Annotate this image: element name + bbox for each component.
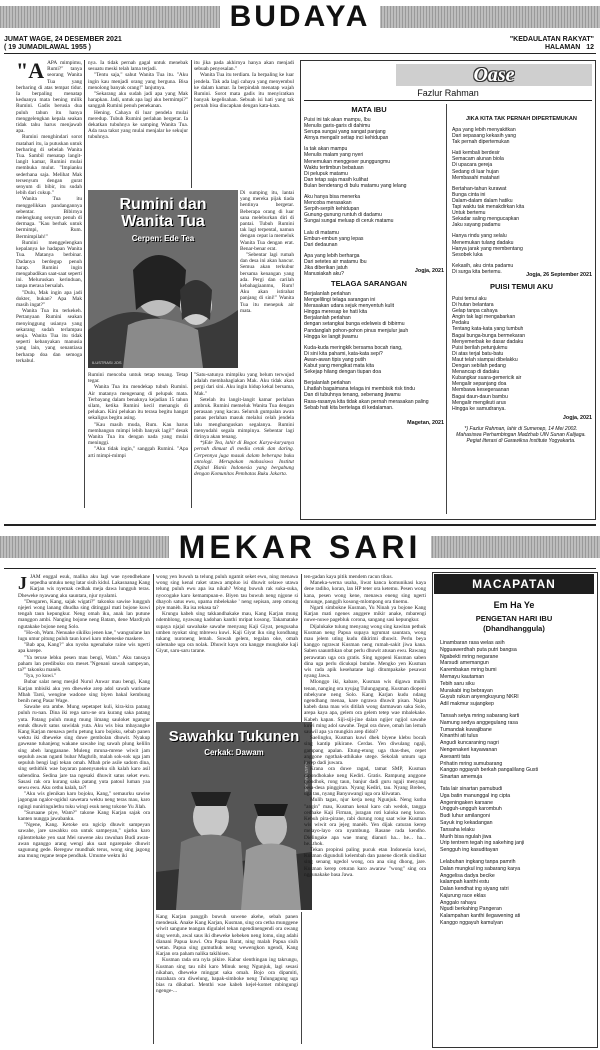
poem-line: Dari sepasang kekasih yang [452,133,516,140]
mekarsari-title: MEKAR SARI [0,528,600,566]
story1-paragraph: "Aku tidak ingin," sanggah Rumini. "Apa arti mimpi-mimpi [88,446,188,459]
mekarsari-paragraph: Maneka-werna usaha, liwat kanca komunikasi kaya dene radiho, koran, lan HP teter ora ketemu. Pesen wong kana, pesen wong kene, menawa eneng sing ngerti dununge, panggih kosong-mlompong ora tinemu. [304,580,426,605]
poem-line: Jaku sayang padamu [452,222,501,229]
poem-body [452,127,592,275]
poem-line: Anggalo rahayu [440,899,477,906]
story1-column-3-bottom [194,372,294,507]
mekarsari-column-3 [304,574,426,1044]
mekarsari-paragraph: Kusman rada ora nyla pikire. Kabar slenthingan ing takrungu, Kusman sing tau nibi karo Minuk neng Ngunjuk, lagi sesasi nikahan, dheweke minggat saka omah. Bojo ora dipamiti, marahara ora diwelung, bapak-simboke neng Tulungagung uga bias ra dikabari. Menthi wae kabeh kejel-komet mbingungi ngenge-... [156,957,298,995]
mekarsari-paragraph: wong yen buwuh ta telung puluh ngamit seket ewu, ning menawa wong sing kenal raket utawa ampluo isi dhuwit selawe utawa telung puluh ewu apa isa nikah? Wong buwuh rak suka-suka, nyocogake karo kemampuan-e. Biyen tau buwuh neng njgone si dhayoh satus ewu, upama mbelekake ' neng sepisan, arep omong piye manèh. Ra isa rekasa ta? [156,574,298,612]
poem-line: Namung sedya anggegulang rasa [440,719,518,726]
poem-line: Semacam alunan biola [452,156,504,163]
poem-line: Kalampahan kanthi ilegawening ati [440,913,521,920]
story1-paragraph: Rumini mencoba untuk tetap tenang. Tetap tegar. [88,372,188,385]
poet-bio: *) Fazlur Rahman, lahir di Sumenep, 14 Mei 2002. Mahasiswa Perhambingan Madzhab UIN Sunan Kalijaga. Pegiat literasi di Garawiksa Institute Yogyakarta. [456,426,586,445]
poem-line: Menancap di dadaku [452,369,500,376]
poem-line: Murakabi ing bebrayan [440,687,493,694]
author-bio: *)Ede Tea, lahir di Bogor. Karya-karyanya pernah dimuat di media cetak dan daring. Cerpennya juga masuk dalam beberapa buku antologi. Merupakan mahasiswa Institut Digital Bisnis Indonesia yang bergabung dengan Komunitas Pembatas Buku Jakarta. [194,440,294,478]
poem-body [452,296,592,412]
poem-line: Sekadar saling mengucapkan [452,216,520,223]
poem-line: Prihatin mring sumubarang [440,760,503,767]
poem-signature: Jogja, 26 September 2021 [526,272,592,278]
poem-signature: Jogja, 2021 [562,415,592,421]
oase-rule [304,100,592,101]
poem-line: Berjalanlah perlahan [304,315,351,322]
macapatan-banner: MACAPATAN [434,574,594,594]
story1-column-1 [16,60,82,500]
mekarsari-paragraph: "Ngene, Kang. Ketoke ora ngicip dhuwit sampeyan sawahe, jare sawahku ora untuk sampeyan," ujarku karo njilentrehake yen saat Mei suwene aku rawuhan Budi awan-awan nganggo arang wengi aku saat ngarepake dhuwit sagunung gede. Rereguw mundhak terus, wong sing jagong ana mung regane tenpe pendhak. Umume wektu iki [18,822,150,860]
poem-line: Menyemerbak ke dasar dadaku [452,338,524,345]
section-rule [4,568,596,569]
poem-line: Kanggo nggayuh kamulyan [440,920,503,927]
story1-column-2-top [88,60,188,186]
poem-line: Dalan kendhat ing siyang ratri [440,886,509,893]
oase-banner: Oase [396,64,592,86]
poem-line: Bunga cinta ini [452,191,486,198]
mekarsari-paragraph: "Ya teruse lebku pesen mau bengi, Wam." Aku tansaya paham lan predibuku ora meset."Ngenani sawah sampeyan, ta?" takonku manèh. [18,654,150,674]
poem-line: Waktu tertimbun bebatuan [304,164,364,171]
mekarsari-paragraph: Tekan propinsi paling pucuk etan Indonesia kuwi, Kusman digunduli kelembah dan panene dicetik sindikat sing senang ngedol wong, ora ana sing dhong, jare. Kusman kerep ceturan karo awaraw "wong" sing ora nggunakake basa Jawa. [304,846,426,878]
mekarsari-paragraph: Ngarti simbokne Kusman, Yu Ninah ya bojone Kang Karjan mati ngenes anggere mikir anake, mbarengi nuwe-nuwe pagebluk corona, sangang sasi kepungkur. [304,605,426,624]
poem-title: MATA IBU [351,105,387,114]
illustration-byline: Cerpen: Ede Tea [131,234,195,243]
column-divider [191,372,192,508]
column-divider [191,60,192,188]
poem-line: Untuk bertemu [452,210,486,217]
poem-line: Apa yang lebih menyakitkan [452,127,516,133]
poem-line: Tak pernah dipertemukan [452,139,510,146]
poem-line: Lalu di matamu [304,229,339,236]
poem-line: Di upacara gereja [452,162,493,169]
poem-line: Sedang di luar hujan [452,168,499,175]
column-divider [301,574,302,722]
poem-line: Kubangkar suara-gemericik air [452,375,522,382]
mekarsari-paragraph: Dijalukake tulung menyang wong sing kawitan pethuk Kusman neng Papua supaya ngrumat sauntara, wong mau jelem uting kudu dikirimi dhuwit. Perlu beya kanggo ngrawat Kusman neng rumah-sakit jiwa kana. Saben saaunthkan obat perlu dhuwit atusan ewu. Rawang perawatan uga ora gratis. Sing ngopeni Kusman saben dina uga perlu dicukupi butuhe. Mengko yen Kusman wis rada apik kesehatane lagi ditumpakake pesawat nyang Jawa. [304,623,426,680]
mekarsari-paragraph: Bubar salat neng mesjid Nurul Anwar mau bengi, Kang Karjan mbisiki aku yen dheweke arep adol sawah warisane Mbah Tarsi, wengine wadone sing biyen bakal kembung benih neng Pasar Wage. [18,679,150,705]
story1-paragraph: Wanita Tua itu terkekeh. Pertanyaan Rumini seakan menyinggung usianya yang sekarang sudah terlampau senja. Wanita Tua itu tidak seperti kebanyakan manusia yang lain, yang senantiasa berharap doa dan semoga terkabul. [16,308,82,364]
poem-line: Menulis garis-garis di dahimu [304,123,371,130]
poem-line: Linambaran rasa welas asih [440,640,505,646]
mekarsari-paragraph: Krana ora duwe ragad, tamat SMP, Kusman dipondhokake neng Kediri. Gratis. Rampung anggone mondhok, rong taun, banjur dadi guru ngaji menyang desa-desa pinggiran. Nyang Kediri, tau. Nyang Brebes, uga tau, nyang Banyuwangi uga ora kliwatan. [304,766,426,798]
illustration-byline: Cerkak: Dawam [204,748,264,757]
mekarsari-paragraph: "Iya, yo kuwi." [24,673,57,680]
poem-line: Serpih-serpih kehidupan [304,206,360,213]
hijri-date-line: ( 19 JUMADILAWAL 1955 ) [4,44,92,51]
poem-line: Memayu kautaman [440,673,485,680]
story1-paragraph: nya. Ia tidak pernah gagal untuk menebak sesuatu meski telah lama terjadi. [88,60,188,73]
poem-line: Bagai bunga-bunga bermekaran [452,332,526,339]
poem-line: Mengalir sepanjang doa [452,381,507,388]
macapatan-author: Em Ha Ye [493,600,535,610]
poem-line: Sengguh ing kasuditayan [440,847,499,854]
poem-line: Sekejap hilang dengan tiupan doa [304,369,382,376]
story1-paragraph: "Tentu saja," sahut Wanita Tua itu. "Aku ingin kau menjadi orang yang berguna. Bisa menolong banyak orang!" lanjutnya. [88,72,188,91]
poem-line: Hingga ke langit jiwamu [304,333,358,340]
poem-line: Angeningaken karsane [440,799,494,806]
poem-line: Dan tetap saja masih kulihat [304,176,368,183]
mekarsari-paragraph: JJAM enggal esuk, malika aku lagi wae nyendhekane sepedha untuku neng latar sisih kidul. Lakasnanag Kang Karjan wis nyemak cedhak meja dawa lungguh teras. Dheweke nyawang aku sauntara, njur nyalami. [18,574,150,599]
poem-line: Mencoba merasakan [304,200,352,207]
poem-line: Menulis malam yang nyeri [304,152,364,159]
poem-line: Dengan sebilah pedang [452,363,506,370]
poem-title: JIKA KITA TAK PERNAH DIPERTEMUKAN [466,116,577,122]
story1-paragraph: Wanita Tua itu terdiam. Ia berpaling ke luar jendela. Tak ada lagi cahaya yang menyembul ke dalam kamar. Ia berpindah menatap wajah Rumini. Sorot mata gadis itu menyiratkan banyak kegelisahan. Sebuah isi hati yang tak pernah bisa diucapkan dengan kata-kata. [194,72,294,110]
poem-line: Di hutan belantara [452,302,494,309]
poem-line: Dari dedaunan [304,241,338,248]
mekarsari-column-1 [18,574,150,1044]
paper-name: "KEDAULATAN RAKYAT" [509,36,594,43]
poem-line: Kuda-kuda meringkik bersama bocah riang, [304,344,403,351]
column-divider [84,60,85,508]
poem-line: Manusiakah aku? [304,271,344,278]
mekarsari-paragraph: Saelingku, Kusman kuwi dhek biyene klebu bocah sing kantip pikirane. Cerdas. Yen diwulang ngaji, gampang apalan. Etung-etung uga thas-thes, cepet anggone ngothak-athikake utege. Sekolah umum uga kerep dadi juwara. [304,735,426,767]
story1-illustration [88,190,238,368]
poem-line: Tentang kata-kata yang tumbuh [452,326,524,333]
poem-line: Membasahi matahari [452,174,500,181]
poem-line: Kinanthi ati tulus [440,733,479,740]
poem-line: Hanya jarak yang membentang [452,245,523,252]
mekarsari-column-2-top [156,574,298,720]
poem-line: Tata lair sinartan pamubudi [440,785,503,792]
section-rule [4,524,596,526]
mekarsari-column-2-bottom [156,914,298,1044]
poem-line: Dan di tubuhnya tenang, sebenang jiwamu [304,392,401,399]
poem-line: Tansaha lelaku [440,826,475,833]
mekarsari-paragraph: Kang Karjan panggih buwuh suwene akehe, sebah panen mendesak. Anake Kang Karjan, Kusman, sing ora cetha munggene wiwit sangune teangan digulalel tekan ngendinengendi ora owang sing weruh, awal saus iki dheweke kebeken neng lomu, sing adahi dianani Papua kuwi. Ora Papua Barat, ning malah Papua sisih wetan. Papua sing gumuthuk neng wewengkon ngendi, Kang Karjan ora paham nalika takihisen. [156,914,298,958]
poem-line: Dalan mungkul ing sabarang karya [440,865,521,872]
illustrator-credit: ILUSTRASI JOS [92,360,122,365]
story1-paragraph: Wanita Tua itu mendekap tubuh Rumini. Air matanya mengenang di pelupuk mata. Terbayang dalam benaknya kejadian 15 tahun silam, ketika Rumini kecil menangis di pelukan. Kini pelukan itu terasa begitu hangat sekaligus begitu asing. [88,384,188,422]
illustrator-credit: ILUSTRASI JOS [304,762,309,792]
poem-line: dengan setangkai bunga edelweis di bibirmu [304,321,405,328]
story1-paragraph: "Kau masih muda, Rum. Kau harus membangun mimpi lebih banyak lagi!" desak Wanita Tua itu dengan nada yang mulai meninggi. [88,421,188,447]
story1-paragraph: Di sumping itu, lantai yang mereka pijak tiada hentinya bergetar. Beberapa orang di luar sana meleburkan diri di pantai. Tubuh Rumini tak lagi terpental, namun dengan cepat ia memeluk Wanita Tua dengan erat. Benar-benar erat. [240,190,294,252]
story1-column-3-middle [240,190,294,368]
poem-line: Awan-awan tipis yang putih [304,356,366,363]
mekarsari-paragraph: "Aku wis glenikan karo bojoku, Kang," semaurku sawise jagongan ngalor-ngidul sawetara wektu neng teras mau, karo ngingi nuniringulethu tuku wingi esuk neng tokone Yu Jilah. [18,791,150,810]
mekarsari-paragraph: "Bab apa, Kang?" aku nyoba ngenahake raine wis ngerti apa karepe. [18,642,150,655]
poem-line: Berjalanlah perlahan [304,291,351,297]
header-rule [4,53,596,54]
poem-line: Kanggo nggayuh berkah pangalilang Gusti [440,767,539,774]
poem-signature: Jogja, 2021 [414,268,444,274]
poem-line: Angin tak lagi mengabarkan [452,314,516,321]
macapatan-body [440,640,592,927]
story1-paragraph: "Sebentar lagi rumah dan desa ini akan hancur. Semua akan terkubur bersama kenangan yang ada. Pergi dan carilah kebahagiaanmu, Rum! Aku akan istirahat panjang di sini!" Wanita Tua itu menepuk air mata. [240,252,294,314]
poem-line: Murih bisa ngulah jiwa [440,833,492,840]
poem-line: Pedaku [452,320,470,327]
mekarsari-paragraph: "Sursaane piye, Wam?" takone Kang Karjan sajak ora kanten nungga jawabanku. [18,809,150,822]
poem-title: TELAGA SARANGAN [331,279,407,288]
mekarsari-paragraph: Sawahe ora ambe. Mung sepetapet kuli, kira-kira patang puluh ru-nan. Dina iki rega saru-ne ora kurang saka patang yuta. Patang puluh mung mung limang sauloket ngangur entuk dhuwit satus suwidak yuta. Aku wis bisa mbayangke Kang Karjan menawa perlu petung karo bojoku, sebab panen wektu iki dheweke sing duwe gembolan dhuwit. Nyakup gaweane tuhanjeng wakane sawahe ing sawah plung kelilin sing abeh langganane. Muleng mruna-mrene wiwit jam sepuluh awan nganti bubar Maghrib, malah sok-sok uga jam sepuluh bengi lagi tekan omah. Mbah prie asile sadom dina, sing sethithik wae bayaran panenyuneku sih kalah karo asil sabendina. Sedina jare taa ngesaki dhuwit satus seket ewu. Sasasi rak ora kurang saka patang yuta patoul luman yaa sewu ewu. Aku cethu kalah, ta?! [18,704,150,791]
poem-line: Ia tak akan mampu [304,146,348,153]
poem-line: Hati kembali berdesir [452,150,500,157]
poem-line: Hingga meresap ke hati kita [304,309,368,316]
poem-line: Hanya rindu yang selalu [452,233,507,240]
story1-paragraph: "Dulu, Mak ingin apa jadi dokter, bukan? Apa Mak masih ingat?" [16,289,82,308]
story1-paragraph: "Satu-satunya mimpiku yang belum terwujud adalah membahagiakan Mak. Aku tidak akan pergi dari sini. Aku ingin hidup kekal bersama, Mak." [194,372,294,397]
poem-line: kalampah kanthi estu [440,879,490,886]
story1-paragraph: Wanita Tua itu menggelikkan pandangannya sebentar. Bibirnya melengkung senyum penuh di dermaga. "Kau berhak untuk bermimpi, Rum. Bermimpilah!" [16,196,82,240]
poem-line: Lelabuhan ingkang tanpa pamrih [440,858,516,865]
poem-line: Pandanglah pohon-pohon pinus menjulur jauh [304,327,409,334]
poem-line: Urip tentrem tegah ing sakehing janji [440,840,525,847]
poem-line: Bertahan-tahun kurawat [452,185,507,192]
macapatan-subtitle: (Dhandhanggula) [483,624,545,633]
poem-body [304,291,444,411]
poem-line: Jika diberikan jatuh [304,264,348,271]
poem-line: Sinartan amemuja [440,774,483,781]
mekarsari-paragraph: Mlonggo iki, kabare, Kusman wis digawa mulih tenan, nanging ora nyujag Tulungagung. Kusman diopeni mbekyune neng Solo. Kang Karjan kudu ndang ngendhang menaa, kare ngrawa dhuwit pisan. Najan kabeh dana mau wis ditilah wong darmawan saka Solo, arepa kaya apa, gelem ora gelem tetep wae mbalekake. Kabeh kapan. Siji-siji-jine dalan ngijer ngijol sawahe kuwi ming adol sawahe. Tegal ora duwe, omah lan lemah sauwil apa ya mungkin arep didol? [304,679,426,736]
poem-line: Menemukan tulang dadaku [452,239,514,246]
poet-name: Fazlur Rahman [417,88,479,98]
column-divider [446,104,447,514]
poem-line: Mengalir mengikuti arus [452,399,507,406]
poem-line: Di pelupuk matamu [304,170,348,177]
poem-line: Sesobek luka [452,251,483,258]
story1-paragraph: "Sekarang aku sudah jadi apa yang Mak harapkan. Jadi, untuk apa lagi aku bermimpi?" sanggah Rumini penuh penekanan. [88,91,188,110]
poem-line: Tansah setya mring sabarang karti [440,712,520,719]
page-number: HALAMAN 12 [544,44,594,51]
drop-cap: J [18,574,27,593]
mekarsari-paragraph: Krungu kabeh sing takkandhakake mau, Kang Karjan mung ndemblong, nyawang kadohan kanthi mripat kosong. Takamatake supaya njajal sawahake sawahe menyang Kaji Giyat, pengusaha umben nyokat sing mbrewu kuwi. Kaji Giyat iku sing kondhang tukang nuroneng lemah. Suwah gelem, tegalan oke, omah salemahe uga ora nolak. Dhuwit kayu ora kangge mungkuke kaji Giyat, saru-saru tarane. [156,611,298,655]
poem-line: Gelap tanpa cahaya [452,308,498,315]
mekarsari-paragraph: Mulih tagas, njur kerja neng Ngunjuk. Neng kutha "angin" mau, Kusman kenal karo cah wedok, tangga cedhake Kaji Firman, juragan roti kaloka neng kono. Kebuh pira-pirane, rabi durung rong saat wise Kusman wis wiwit ora jejeg manèh. Yen dijak caturan kerep melayo-layo ora nyambung. Rasane rada kendho. Dielingake apa wae mung dianuri ha... he... ha... he...thok. [304,797,426,847]
column-divider [153,574,154,1044]
poem-line: Dalam-dalam dalam hatiku [452,197,513,204]
poem-line: Dari setetes air matamu Ibu [304,258,367,265]
story1-paragraph: Rumini menggelengkan kepalanya ke hadapan Wanita Tua. Matanya berbinar. Dadanya berdegup penuh harap. Rumini ingin mengabadikan saat-saat seperti ini. Meluruskan kerinduan, tanpa merasa bersalah. [16,239,82,290]
story1-paragraph: Hening. Cahaya di luar pendela mulai meredup. Tubuh Rumini perlahan bergetar. Ia dekatkan tubuhnya ke samping Wanita Tua. Ada rasa takut yang mulai menjalar ke sekujur tubuhnya. [88,109,188,141]
poem-line: Berjalanlah perlahan [304,380,351,387]
poem-line: Karembakan mring bumi [440,667,497,674]
poem-line: Embun-embun yang lepas [304,235,364,242]
poem-line: Kajurung race eklas [440,892,486,899]
poem-line: Airnya mengalir setiap inci kehidupan [304,135,389,142]
poem-line: Sebab hati kita bertelaga di kedalaman. [304,404,394,411]
mekarsari-masthead [0,528,600,564]
mekarsari-paragraph: "Ho-oh, Wam. Nenuake sikilku jenen kae," wangsulane lan lugu umur pitung puluh taun kuwi karo mbeneske maskere. [18,629,150,643]
poem-line: Bagai daun-daun bambu [452,393,508,400]
poem-line: Bulan benderang di bulu matamu yang lelang [304,182,407,189]
story1-paragraph: "AAPA mimpimu, Rumi?" tanya seorang Wanita Tua yang berbaring di atas tempat tidur. Ia berpaling menatap keduanya mata bening milik Rumini. Gadis berusia dua puluh tahun itu hanya menggelengkan kepala seakan tidak tahu harus menjawab apa. [16,60,82,135]
poem-signature: Magetan, 2021 [407,420,444,426]
poem-line: Anggelisa dadya becike [440,872,495,879]
macapatan-title: PENGETAN HARI IBU [475,614,553,623]
poem-line: Ngabekti mring negarane [440,653,499,660]
poem-line: Di sini kita pahami, kata-kata sepi? [304,350,383,357]
poem-line: Tapi waktu tak menakdirkan kita [452,204,525,211]
masthead [0,0,600,34]
poem-line: Budi luhur amilangoni [440,813,490,820]
story1-paragraph: Rumini menghindari sorot matahari itu, ia putuskan untuk berbaring di sebelah Wanita Tua. Sambil menatap langit-langit kamar, Rumini mulai membuka mulut. "Impianku sederhana saja. Melihat Mak tersenyum dengan gurat senyum di bibir, itu sudah lebih dari cukup." [16,134,82,197]
poem-line: Sungai sungai meluap di ceruk matamu [304,218,394,225]
poem-line: Tebih saru siku [440,680,475,687]
poem-line: Lihatlah bagaimana telaga ini membisik risk tindu [304,386,415,393]
poem-body [304,117,444,277]
poem-line: Ngudi berkahing Pangeran [440,906,502,913]
poem-line: Aku hanya bisa menerka [304,194,361,201]
story1-column-3-top [194,60,294,186]
poem-line: Puisi berilah petunjukmu [452,344,508,351]
story1-paragraph: itu jika pada akhirnya hanya akan menjadi sebuah penyesalan." [194,60,294,73]
poem-line: Ngguawerdhah puta putri bangsa [440,646,517,653]
poem-line: Di atas terjal batu-batu [452,350,504,357]
poem-line: Angudi kuncaraning nagri [440,740,499,747]
poem-line: Guyub rukun anyengkuyung NKRI [440,694,519,701]
poem-line: Nengenakeri kayawanan [440,746,498,753]
poem-line: Serupa sungai yang sangat panjang [304,129,386,136]
column-divider [301,912,302,1044]
mekarsari-illustration [156,722,312,910]
poem-line: Gunung-gunung runtuh di dadamu [304,212,382,219]
mekarsari-paragraph: "Dengaren, Kang, sajak wigati?" takonku sawise lungguh njejeri wong lanang dhudha sing ditinggal mati bojone kuwi tengah taun kepungkur. Neng omah iku, anak lan putune manggon ambi. Nanging bojone neng Batam, dene Mardiyah ngutakake bojone neng Solo. [18,598,150,630]
poem-line: Puisi ini tak akan mampu, Ibu [304,117,371,123]
poem-line: Apa yang lebih berharga [304,252,360,259]
poem-line: Di surga kita bertemu. [452,268,502,275]
illustration-title: Sawahku Tukunen [168,728,300,745]
poem-line: Merasakan udara sejuk menyentuh kulit [304,303,395,310]
poem-line: Ungguh-ungguh karombuh [440,806,502,813]
poem-line: Asesanti tata [440,753,470,760]
poem-line: Adil makmur sujangkep [440,701,494,708]
poem-line: Marsudi amemangun [440,660,489,667]
poem-line: Kabut yang mengikat mata kita [304,363,374,370]
poem-line: Hingga ke samudranya. [452,405,506,412]
mekarsari-paragraph: ten-gadan kaya pitik mendem racun tikus. [304,574,393,580]
poem-line: Puisi temui aku [452,296,487,302]
story1-paragraph: Setelah itu langit-langit kamar perlahan ambruk. Rumini memeluk Wanita Tua dengan perasaan yang kacau. Seluruh gumpalan awan panas perlahan masuk melalui celah jendela lalu menghanguskan segalanya. Rumini menyudahi segala mimpinya. Sebentar lagi dirinya akan tenang. [194,396,294,441]
poem-line: Mengelilingi telaga sarangan ini [304,297,376,304]
poem-line: Membawa kesegeraanan [452,387,510,394]
illustration-title: Rumini dan Wanita Tua [119,196,207,230]
poem-line: Kekasih, aku cinta padamu [452,262,514,269]
poem-title: PUISI TEMUI AKU [489,282,554,291]
poem-line: Uga batin manunggal ing cipta [440,792,511,799]
date-line: JUMAT WAGE, 24 DESEMBER 2021 [4,36,122,43]
drop-cap: "A [16,60,45,83]
poem-line: Rasa-rasanya kita tidak akan pernah merasakan paling [304,398,429,405]
poem-line: Tumandak kuwajibane [440,726,492,733]
poem-line: Maut telah siampai dibelakku [452,356,518,363]
section-title: BUDAYA [0,0,600,34]
story1-column-2-bottom [88,372,188,507]
poem-line: Menemukan menggeser punggungmu [304,158,391,165]
poem-line: Sayuk ing kekadangan [440,819,493,826]
